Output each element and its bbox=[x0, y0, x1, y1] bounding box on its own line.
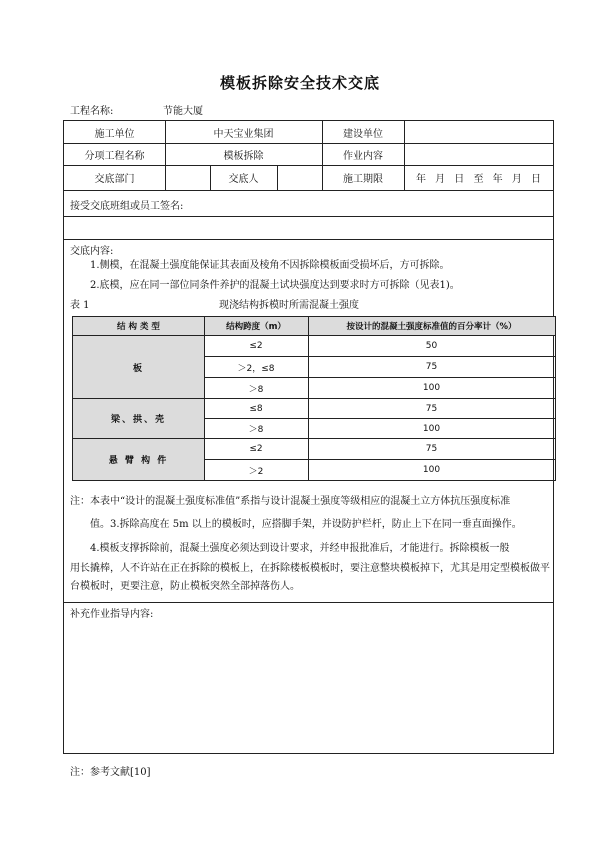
strength-span: ＞8 bbox=[248, 384, 264, 395]
strength-percent: 100 bbox=[422, 423, 441, 434]
content-item-4-line-3: 台模板时，更要注意，防止模板突然全部掉落伤人。 bbox=[70, 581, 300, 592]
construction-unit-value: 中天宝业集团 bbox=[213, 128, 274, 140]
strength-percent: 100 bbox=[422, 465, 441, 475]
strength-span: ＞2 bbox=[248, 466, 264, 477]
strength-category-cantilever: 悬 臂 构 件 bbox=[73, 439, 204, 480]
build-unit-value[interactable] bbox=[404, 121, 553, 143]
signatures-label: 接受交底班组或员工签名: bbox=[70, 201, 184, 212]
note-line-1: 注：本表中“设计的混凝土强度标准值”系指与设计混凝土强度等级相应的混凝土立方体抗压强度标准 bbox=[70, 496, 511, 507]
sub-project-value: 模板拆除 bbox=[223, 150, 264, 162]
project-name-label: 工程名称: bbox=[70, 106, 114, 117]
strength-percent: 75 bbox=[425, 444, 438, 454]
discloser-value[interactable] bbox=[277, 165, 322, 190]
supplement-label: 补充作业指导内容: bbox=[70, 609, 154, 620]
period-value: 年 月 日 至 年 月 日 bbox=[415, 174, 542, 185]
project-name-value: 节能大厦 bbox=[163, 106, 203, 117]
disclosure-dept-value[interactable] bbox=[165, 165, 210, 190]
period-label: 施工期限 bbox=[343, 174, 383, 185]
strength-header-type: 结 构 类 型 bbox=[73, 317, 204, 335]
content-item-4-line-2: 用长撬棒，人不许站在正在拆除的模板上，在拆除楼板模板时，要注意整块模板掉下，尤其是用定型模板做平 bbox=[70, 563, 550, 574]
strength-header-percent: 按设计的混凝土强度标准值的百分率计（%） bbox=[308, 317, 555, 335]
table-number-label: 表 1 bbox=[70, 300, 90, 311]
strength-percent: 75 bbox=[425, 403, 438, 414]
note-line-2: 值。3.拆除高度在 5m 以上的模板时，应搭脚手架，并设防护栏杆，防止上下在同一垂直面操作。 bbox=[90, 519, 522, 530]
content-label: 交底内容: bbox=[70, 246, 114, 257]
strength-percent: 75 bbox=[425, 362, 438, 372]
strength-category-slab: 板 bbox=[73, 336, 204, 398]
content-item-2: 2.底模，应在同一部位同条件养护的混凝土试块强度达到要求时方可拆除（见表1)。 bbox=[90, 280, 460, 291]
discloser-label: 交底人 bbox=[228, 174, 259, 185]
disclosure-dept-label: 交底部门 bbox=[94, 174, 135, 185]
strength-header-span: 结构跨度（m） bbox=[204, 317, 308, 335]
strength-span: ＞2，≤8 bbox=[237, 363, 275, 374]
content-item-4-line-1: 4.模板支撑拆除前，混凝土强度必须达到设计要求，并经申报批准后，才能进行。拆除模板一般 bbox=[90, 543, 510, 554]
page-title: 模板拆除安全技术交底 bbox=[219, 74, 380, 92]
strength-table bbox=[72, 316, 556, 481]
construction-unit-label: 施工单位 bbox=[94, 128, 135, 140]
strength-percent: 100 bbox=[422, 383, 441, 393]
strength-span: ≤2 bbox=[249, 444, 263, 454]
strength-category-beam: 梁、拱、壳 bbox=[73, 399, 204, 438]
strength-percent: 50 bbox=[425, 341, 438, 351]
sub-project-label: 分项工程名称 bbox=[84, 150, 145, 162]
table-caption: 现浇结构拆模时所需混凝土强度 bbox=[219, 300, 359, 311]
strength-span: ≤2 bbox=[249, 341, 263, 351]
work-content-label: 作业内容 bbox=[343, 150, 383, 162]
strength-span: ＞8 bbox=[248, 425, 264, 435]
footer-note: 注：参考文献[10] bbox=[70, 767, 151, 778]
content-item-1: 1.侧模，在混凝土强度能保证其表面及棱角不因拆除模板面受损坏后，方可拆除。 bbox=[90, 260, 450, 271]
build-unit-label: 建设单位 bbox=[343, 128, 383, 140]
work-content-value[interactable] bbox=[404, 143, 553, 165]
strength-span: ≤8 bbox=[249, 403, 263, 414]
